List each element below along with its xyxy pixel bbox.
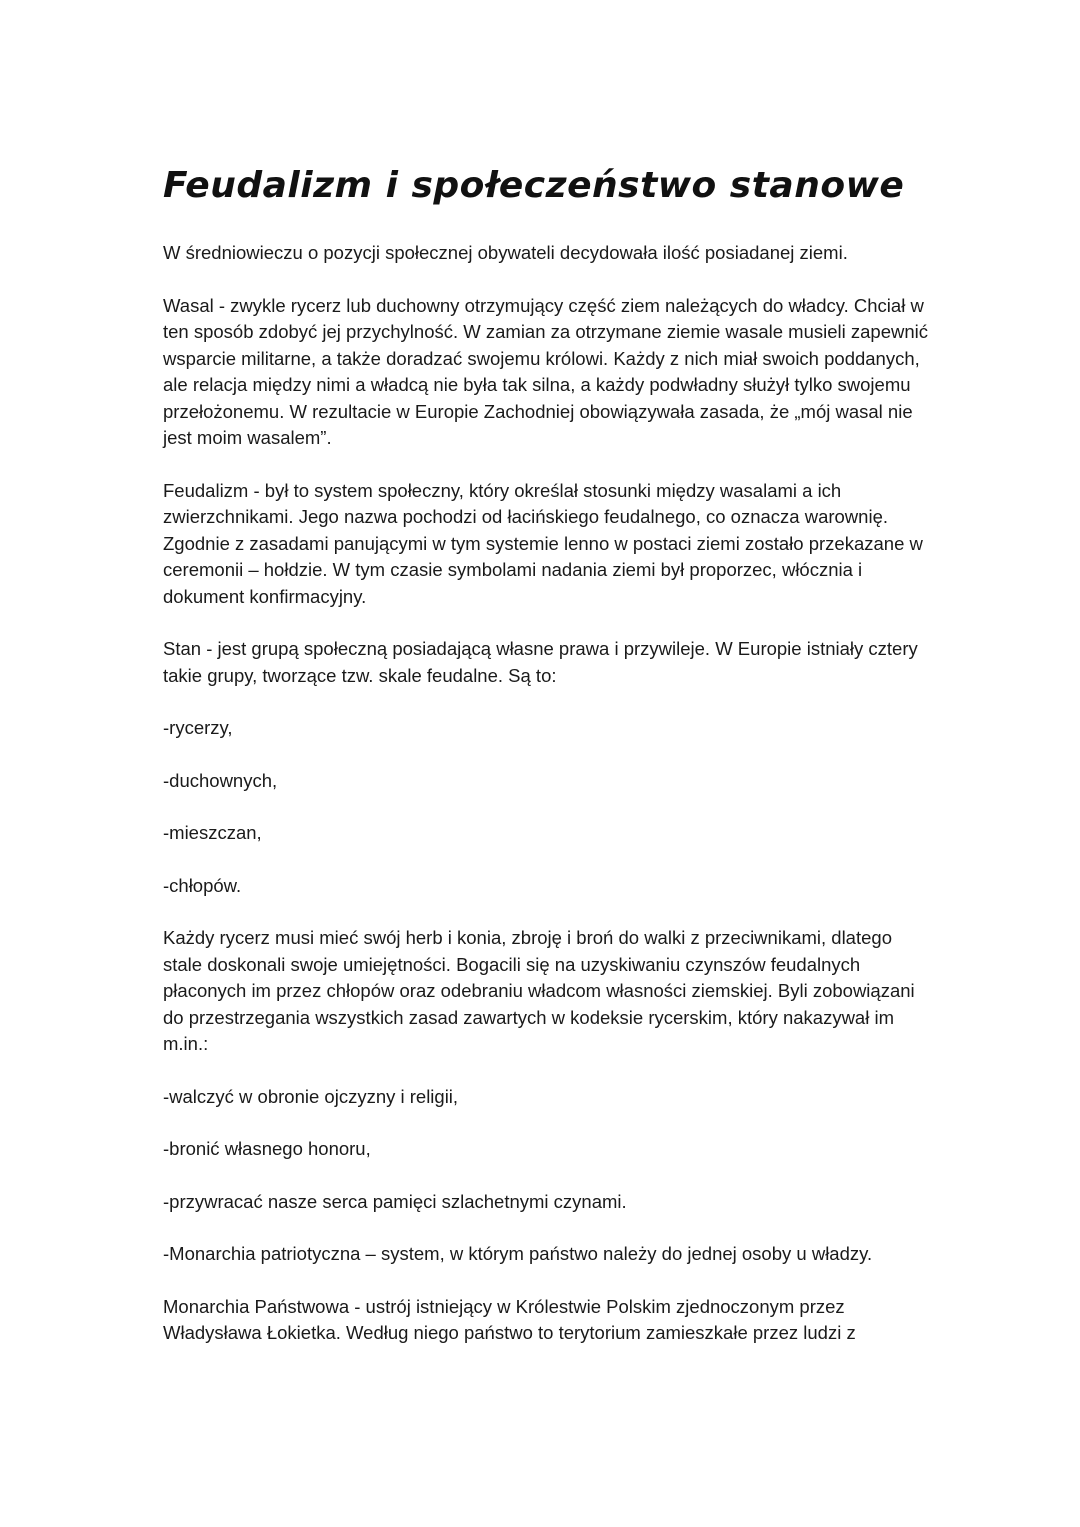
- paragraph-intro: W średniowieczu o pozycji społecznej obywateli decydowała ilość posiadanej ziemi.: [163, 242, 848, 263]
- paragraph-monarchia-patriotyczna: -Monarchia patriotyczna – system, w którym państwo należy do jednej osoby u władzy.: [163, 1243, 873, 1264]
- list-item-przywracac: -przywracać nasze serca pamięci szlachetnymi czynami.: [163, 1190, 627, 1212]
- paragraph-stan: Stan - jest grupą społeczną posiadającą własne prawa i przywileje. W Europie istniały cztery takie grupy, tworzące tzw. skale feudalne. Są to:: [163, 638, 918, 686]
- list-item-bronic: -bronić własnego honoru,: [163, 1138, 371, 1159]
- list-item-rycerzy: -rycerzy,: [163, 717, 233, 738]
- list-item-duchownych: -duchownych,: [163, 769, 278, 791]
- list-item-walczyc: -walczyć w obronie ojczyzny i religii,: [163, 1085, 459, 1107]
- page-title: Feudalizm i społeczeństwo stanowe: [163, 165, 905, 206]
- document-page: [163, 160, 933, 1373]
- paragraph-feudalizm: Feudalizm - był to system społeczny, który określał stosunki między wasalami a ich zwierzchnikami. Jego nazwa pochodzi od łacińskiego feudalnego, co oznacza warownię. Zgodnie z zasadami panującymi w tym systemie lenno w postaci ziemi zostało przekazane w ceremonii – hołdzie. W tym czasie symbolami nadania ziemi był proporzec, włócznia i dokument konfirmacyjny.: [163, 479, 923, 607]
- list-item-chlopow: -chłopów.: [163, 874, 242, 896]
- paragraph-rycerz: Każdy rycerz musi mieć swój herb i konia, zbroję i broń do walki z przeciwnikami, dlatego stale doskonali swoje umiejętności. Bogacili się na uzyskiwaniu czynszów feudalnych płaconych im przez chłopów oraz odebraniu władcom własności ziemskiej. Byli zobowiązani do przestrzegania wszystkich zasad zawartych w kodeksie rycerskim, który nakazywał im m.in.:: [163, 927, 915, 1054]
- paragraph-wasal: Wasal - zwykle rycerz lub duchowny otrzymujący część ziem należących do władcy. Chciał w ten sposób zdobyć jej przychylność. W zamian za otrzymane ziemie wasale musieli zapewnić wsparcie militarne, a także doradzać swojemu królowi. Każdy z nich miał swoich poddanych, ale relacja między nimi a władcą nie była tak silna, a każdy podwładny służył tylko swojemu przełożonemu. W rezultacie w Europie Zachodniej obowiązywała zasada, że „mój wasal nie jest moim wasalem”.: [163, 294, 928, 448]
- paragraph-monarchia-panstwowa: Monarchia Państwowa - ustrój istniejący w Królestwie Polskim zjednoczonym przez Władysława Łokietka. Według niego państwo to terytorium zamieszkałe przez ludzi z: [163, 1295, 856, 1343]
- list-item-mieszczan: -mieszczan,: [163, 822, 262, 843]
